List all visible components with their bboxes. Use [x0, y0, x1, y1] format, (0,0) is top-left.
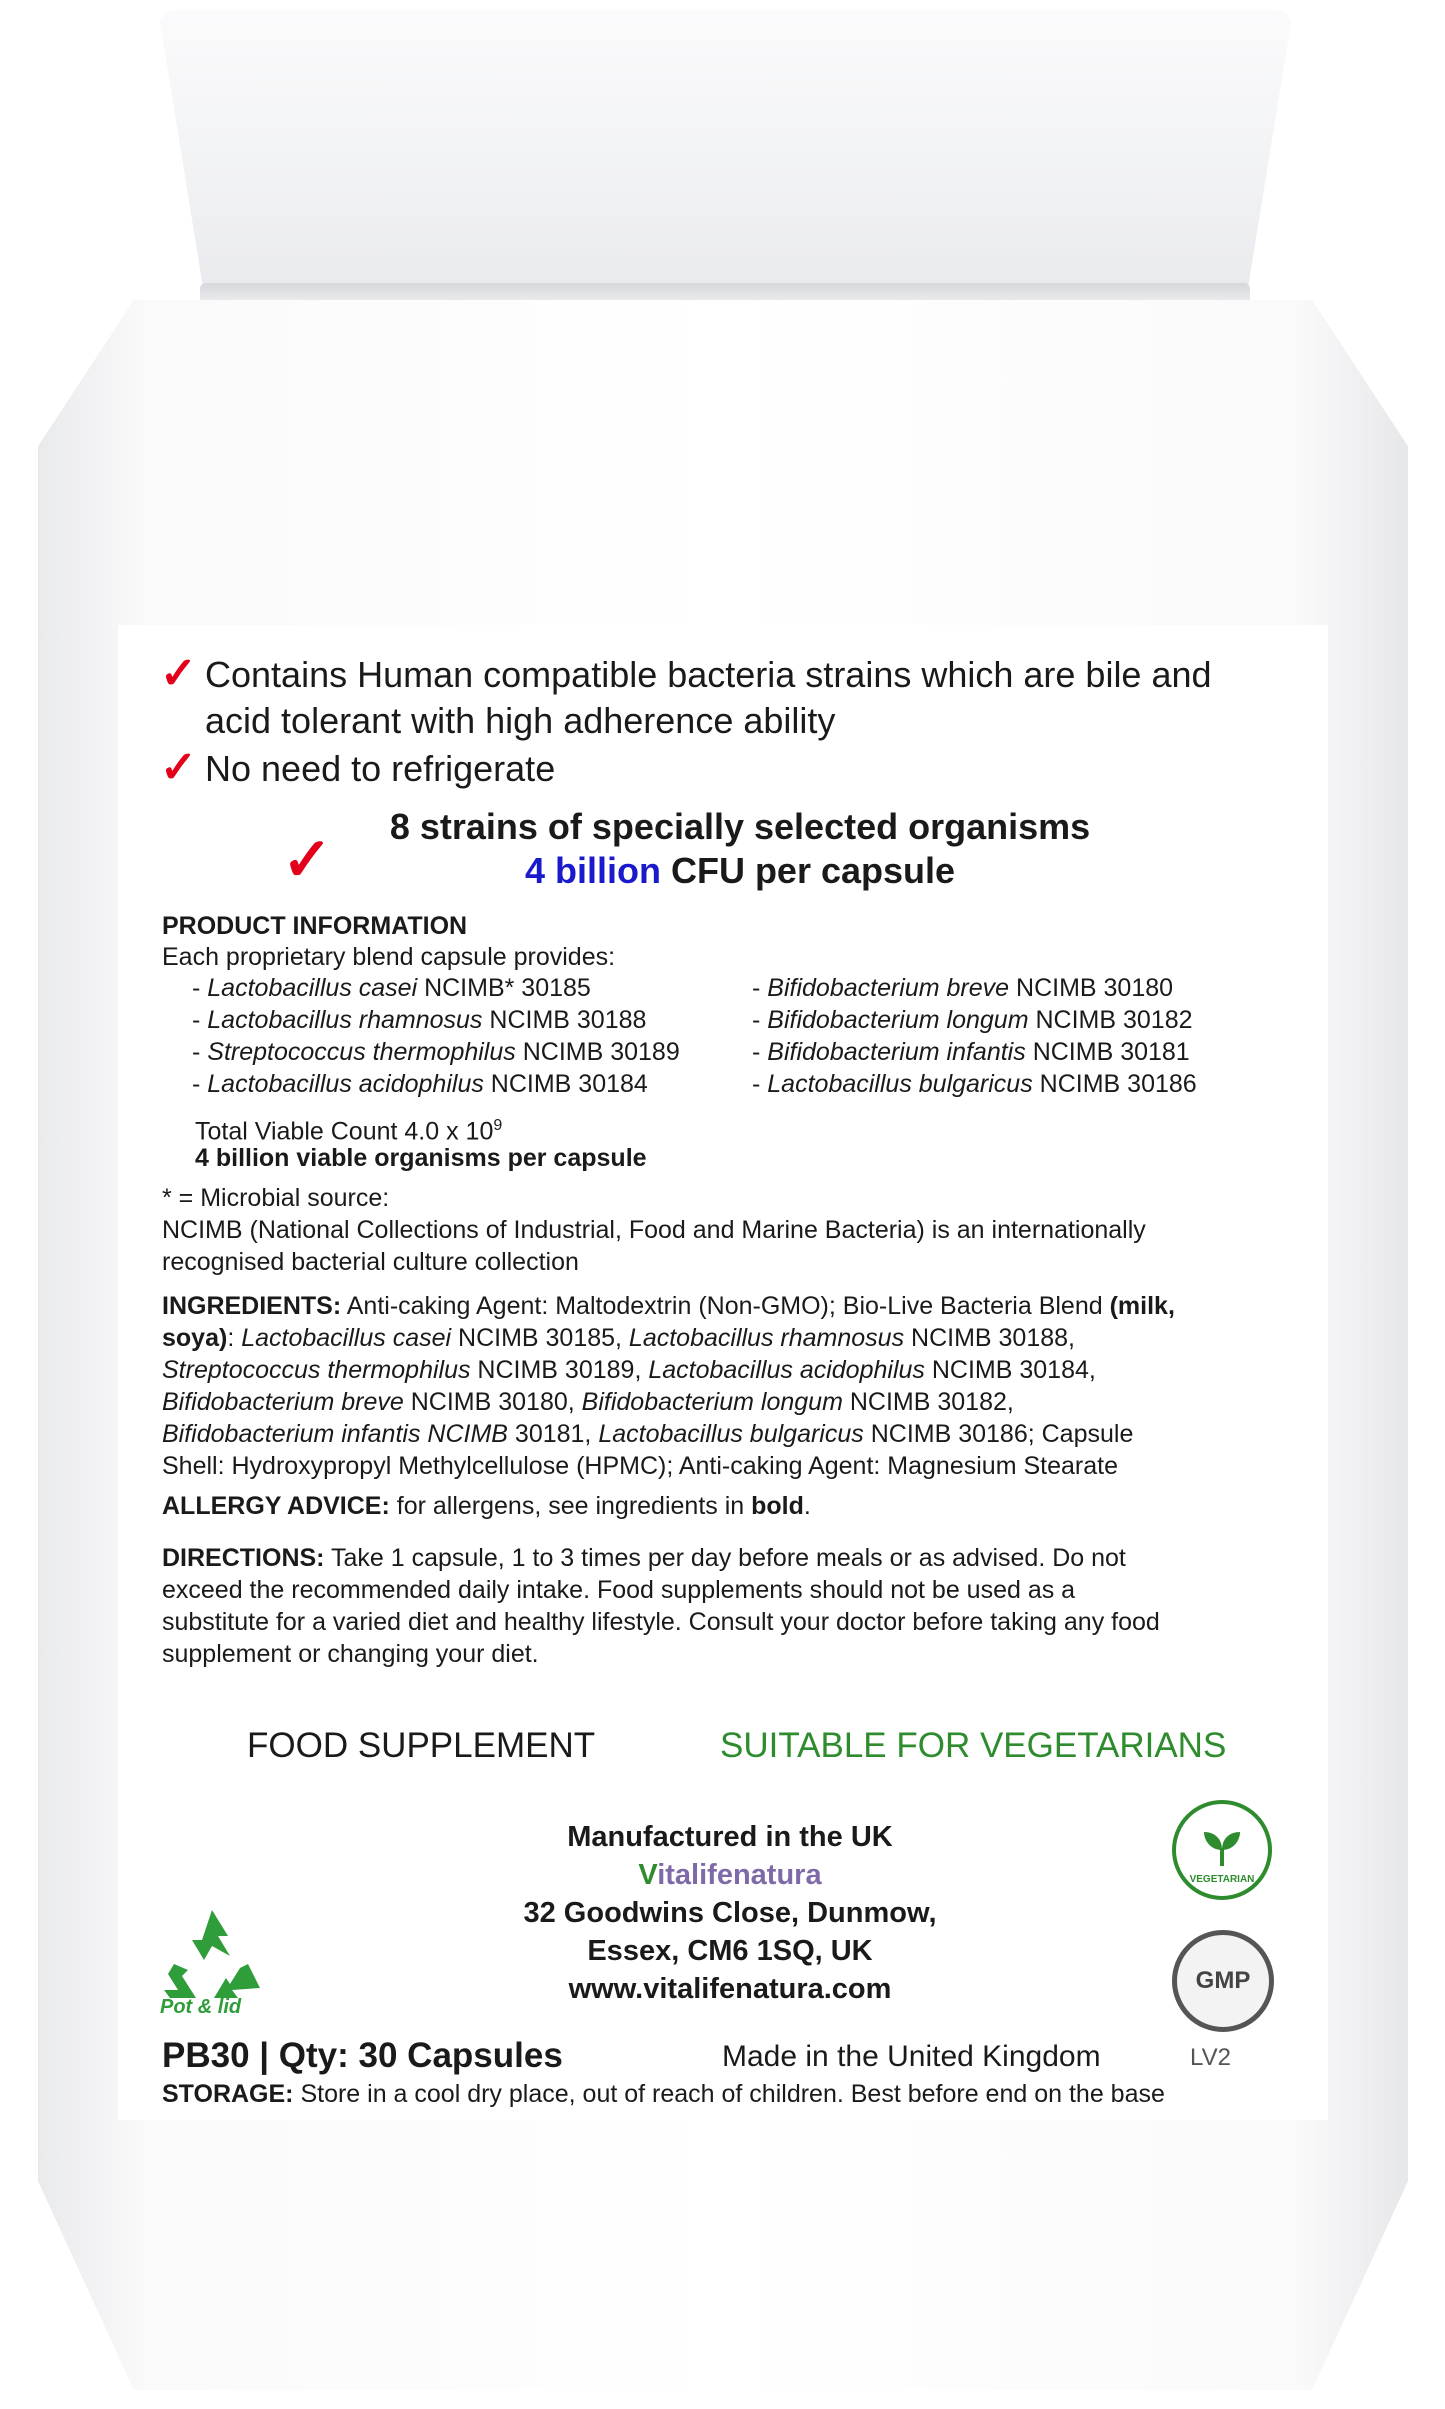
- microbial-source-text-2: recognised bacterial culture collection: [162, 1248, 579, 1276]
- manufactured-in: Manufactured in the UK: [567, 1821, 893, 1853]
- brand-name: Vitalifenatura: [638, 1859, 822, 1891]
- product-info-intro: Each proprietary blend capsule provides:: [162, 943, 616, 971]
- allergy-advice: ALLERGY ADVICE: for allergens, see ingredients in bold.: [162, 1492, 811, 1520]
- cfu-text: CFU per capsule: [660, 850, 956, 891]
- gmp-badge-text: GMP: [1195, 1967, 1251, 1994]
- gmp-badge: [1172, 1930, 1274, 2032]
- strain-item: - Lactobacillus casei NCIMB* 30185: [192, 974, 591, 1002]
- viable-organisms: 4 billion viable organisms per capsule: [195, 1144, 647, 1172]
- bottle-lid: [158, 10, 1293, 290]
- strains-headline: 8 strains of specially selected organisms: [389, 806, 1091, 847]
- recycle-text: Pot & lid: [160, 1996, 242, 2018]
- product-info-title: PRODUCT INFORMATION: [162, 912, 468, 940]
- strain-item: - Bifidobacterium longum NCIMB 30182: [752, 1006, 1193, 1034]
- vegetarian-label: SUITABLE FOR VEGETARIANS: [720, 1726, 1227, 1765]
- microbial-source-label: * = Microbial source:: [162, 1184, 390, 1212]
- strain-item: - Lactobacillus bulgaricus NCIMB 30186: [752, 1070, 1197, 1098]
- address-line-1: 32 Goodwins Close, Dunmow,: [523, 1897, 937, 1929]
- address-line-2: Essex, CM6 1SQ, UK: [587, 1935, 873, 1967]
- strain-item: - Lactobacillus rhamnosus NCIMB 30188: [192, 1006, 647, 1034]
- benefit-1-line-2: acid tolerant with high adherence ability: [205, 700, 836, 741]
- strain-list-left: [192, 972, 680, 1100]
- checkmark-icon: ✓: [160, 649, 197, 698]
- strain-item: - Bifidobacterium infantis NCIMB 30181: [752, 1038, 1190, 1066]
- total-viable-count: Total Viable Count 4.0 x $10^9$: [195, 1117, 503, 1146]
- vegetarian-badge: [1172, 1800, 1272, 1900]
- label-version: LV2: [1190, 2044, 1231, 2071]
- strain-item: - Streptococcus thermophilus NCIMB 30189: [192, 1038, 680, 1066]
- benefit-2: No need to refrigerate: [205, 748, 556, 789]
- vegetarian-badge-text: VEGETARIAN: [1189, 1874, 1255, 1885]
- website: www.vitalifenatura.com: [568, 1973, 892, 2005]
- cfu-count: 4 billion: [524, 850, 661, 891]
- strain-list-right: [752, 972, 1197, 1100]
- checkmark-icon: ✓: [282, 826, 333, 893]
- benefit-1-line-1: Contains Human compatible bacteria strains which are bile and: [205, 654, 1212, 695]
- strain-item: - Bifidobacterium breve NCIMB 30180: [752, 974, 1174, 1002]
- food-supplement-label: FOOD SUPPLEMENT: [247, 1726, 596, 1765]
- manufacturer-block: [430, 1818, 1030, 2008]
- cfu-headline: [330, 849, 1150, 893]
- strain-item: - Lactobacillus acidophilus NCIMB 30184: [192, 1070, 648, 1098]
- ingredients-block: INGREDIENTS: Anti-caking Agent: Maltodextrin (Non-GMO); Bio-Live Bacteria Blend (milk, soya): Lactobacillus casei NCIMB 30185, Lactobacillus rhamnosus NCIMB 30188, Streptococcus thermophilus NCIMB 30189, Lactobacillus acidophilus NCIMB 30184, Bifidobacterium breve NCIMB 30180, Bifidobacterium longum NCIMB 30182, Bifidobacterium infantis NCIMB 30181, Lactobacillus bulgaricus NCIMB 30186; Capsule Shell: Hydroxypropyl Methylcellulose (HPMC); Anti-caking Agent: Magnesium Stearate: [162, 1292, 1175, 1480]
- storage-text: STORAGE: Store in a cool dry place, out of reach of children. Best before end on the base: [162, 2080, 1165, 2108]
- directions-block: DIRECTIONS: Take 1 capsule, 1 to 3 times per day before meals or as advised. Do not exceed the recommended daily intake. Food supplements should not be used as a substitute for a varied diet and healthy lifestyle. Consult your doctor before taking any food supplement or changing your diet.: [162, 1544, 1160, 1668]
- microbial-source-text: NCIMB (National Collections of Industrial, Food and Marine Bacteria) is an internationally: [162, 1216, 1146, 1244]
- made-in-uk: Made in the United Kingdom: [722, 2040, 1101, 2073]
- checkmark-icon: ✓: [160, 743, 197, 792]
- sku-quantity: PB30 | Qty: 30 Capsules: [162, 2036, 563, 2075]
